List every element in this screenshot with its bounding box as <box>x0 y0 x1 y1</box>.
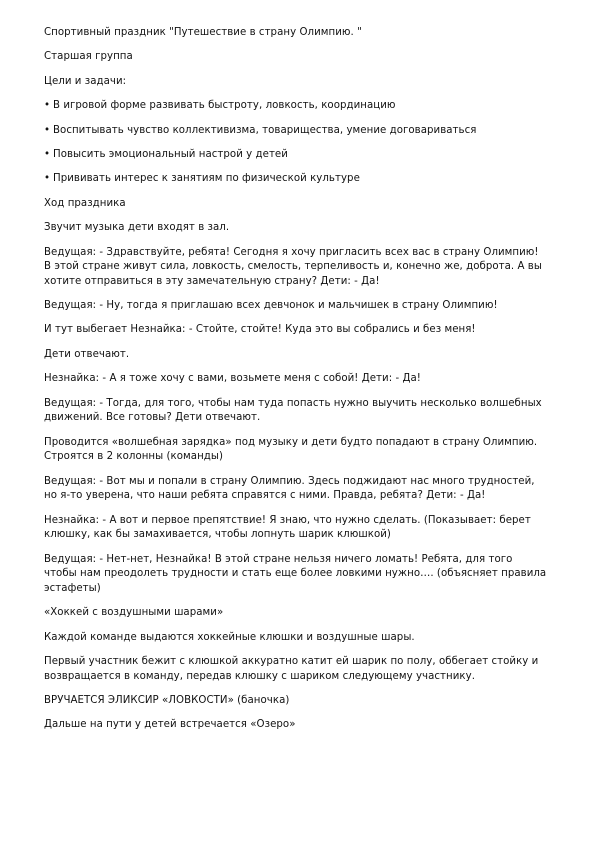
paragraph: Звучит музыка дети входят в зал. <box>44 222 230 234</box>
goal-text: Прививать интерес к занятиям по физической культуре <box>53 173 360 185</box>
paragraph: Ведущая: - Тогда, для того, чтобы нам туда попасть нужно выучить несколько волшебных движений. Все готовы? Дети отвечают. <box>44 397 542 424</box>
paragraph: Ведущая: - Здравствуйте, ребята! Сегодня я хочу пригласить всех вас в страну Олимпию! В этой стране живут сила, ловкость, смелость, терпеливость и, конечно же, доброта. А вы хотите отправиться в эту замечательную страну? Дети: - Да! <box>44 246 542 287</box>
paragraph: Дальше на пути у детей встречается «Озеро» <box>44 719 296 731</box>
paragraph: Ведущая: - Ну, тогда я приглашаю всех девчонок и мальчишек в страну Олимпию! <box>44 300 498 312</box>
bullet-icon: • <box>44 173 51 185</box>
goal-text: В игровой форме развивать быстроту, ловкость, координацию <box>53 100 396 112</box>
paragraph: Ведущая: - Вот мы и попали в страну Олимпию. Здесь поджидают нас много трудностей, но я-то уверена, что наши ребята справятся с ними. Правда, ребята? Дети: - Да! <box>44 475 535 502</box>
paragraph: Первый участник бежит с клюшкой аккуратно катит ей шарик по полу, оббегает стойку и возвращается в команду, передав клюшку с шариком следующему участнику. <box>44 655 539 682</box>
document-title: Спортивный праздник "Путешествие в страну Олимпию. " <box>44 27 362 38</box>
goals-heading: Цели и задачи: <box>44 75 127 87</box>
goal-item <box>44 172 547 187</box>
bullet-icon: • <box>44 124 51 136</box>
goal-item <box>44 99 547 114</box>
goal-text: Повысить эмоциональный настрой у детей <box>53 148 288 160</box>
paragraph: Дети отвечают. <box>44 348 130 360</box>
paragraph: Ведущая: - Нет-нет, Незнайка! В этой стране нельзя ничего ломать! Ребята, для того чтобы нам преодолеть трудности и стать еще более ловкими нужно…. (объясняет правила эстафеты) <box>44 553 547 594</box>
bullet-icon: • <box>44 100 51 112</box>
paragraph: Проводится «волшебная зарядка» под музыку и дети будто попадают в страну Олимпию. Строятся в 2 колонны (команды) <box>44 436 538 463</box>
course-heading: Ход праздника <box>44 197 126 209</box>
goal-item <box>44 124 547 139</box>
paragraph: И тут выбегает Незнайка: - Стойте, стойте! Куда это вы собрались и без меня! <box>44 324 476 336</box>
award-line: ВРУЧАЕТСЯ ЭЛИКСИР «ЛОВКОСТИ» (баночка) <box>44 694 290 706</box>
paragraph: Незнайка: - А я тоже хочу с вами, возьмете меня с собой! Дети: - Да! <box>44 373 421 385</box>
paragraph: Каждой команде выдаются хоккейные клюшки и воздушные шары. <box>44 631 415 643</box>
group-label: Старшая группа <box>44 51 133 63</box>
relay-title: «Хоккей с воздушными шарами» <box>44 607 224 619</box>
goal-text: Воспитывать чувство коллективизма, товарищества, умение договариваться <box>53 124 477 136</box>
paragraph: Незнайка: - А вот и первое препятствие! Я знаю, что нужно сделать. (Показывает: берет клюшку, как бы замахивается, чтобы лопнуть шарик клюшкой) <box>44 514 531 541</box>
bullet-icon: • <box>44 148 51 160</box>
goal-item <box>44 148 547 163</box>
